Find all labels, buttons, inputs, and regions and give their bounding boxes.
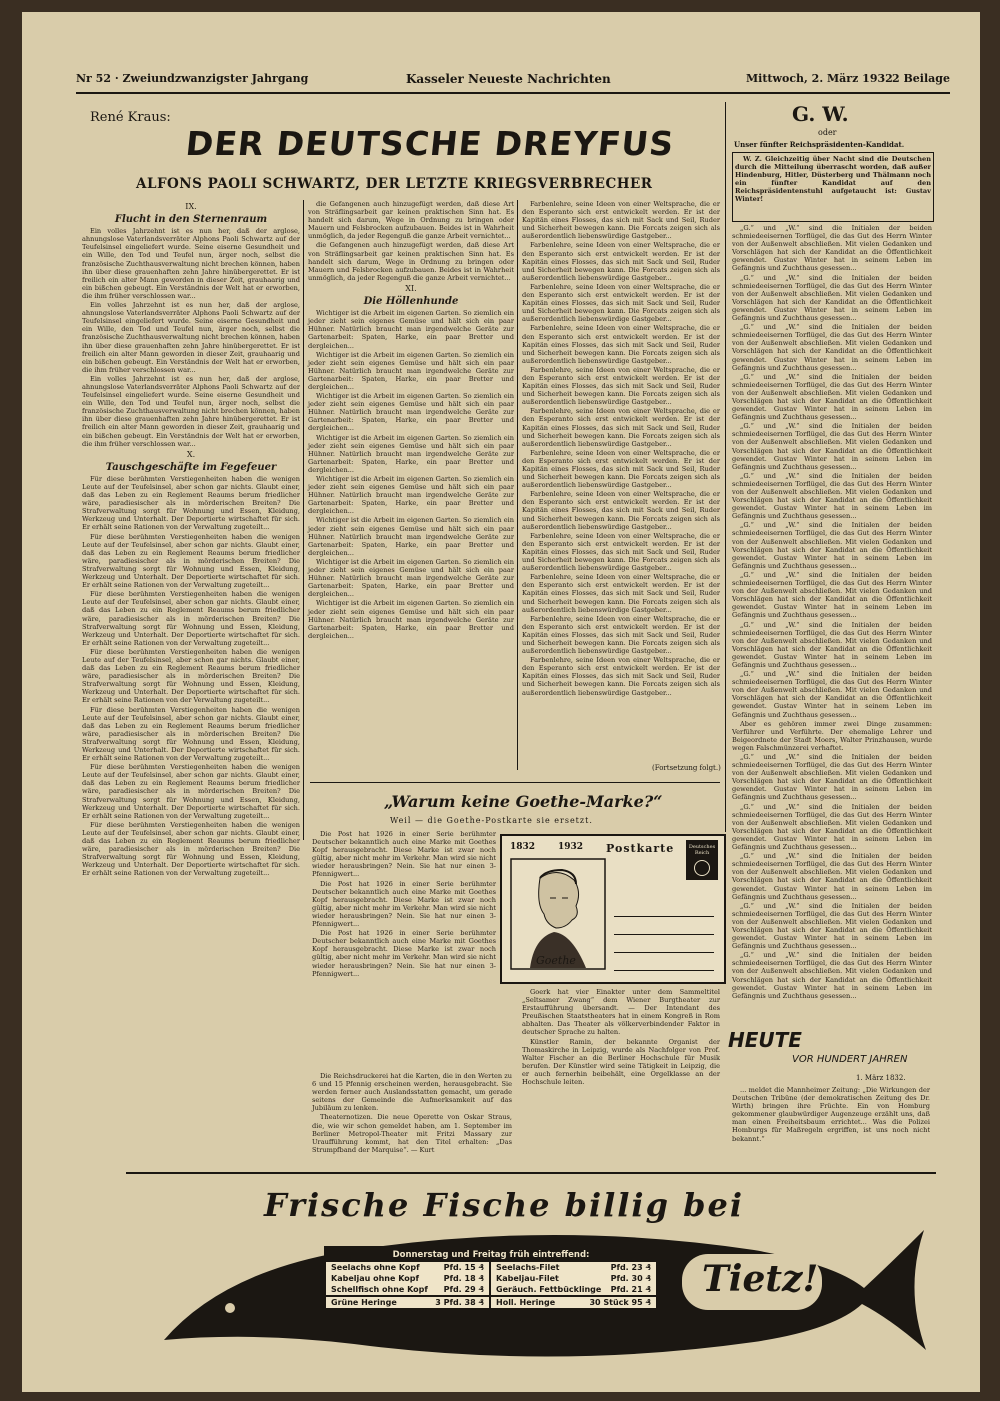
postcard-signature: Goethe bbox=[536, 954, 576, 967]
section-text-repeat: Ein volles Jahrzehnt ist es nun her, daß der arglose, ahnungslose Vaterlandsverräter Alphons Paoli Schwartz auf der Teufelsinsel eingeliefert wurde. Seine eiserne Gesundheit und ein Wille, den Tod und Teufel nun, ärger noch, selbst die französische Zuchthausverwaltung nicht brechen können, haben ihn über diese grauenhaften zehn Jahre hinübergerettet. Er ist freilich ein alter Mann geworden in dieser Zeit, grauhaarig und ein bißchen gebeugt. Ein Verständnis der Welt hat er erworben, die ihm früher verschlossen war... bbox=[82, 374, 300, 448]
ad-price-box bbox=[324, 1246, 658, 1310]
ad-price-column-left bbox=[326, 1262, 491, 1295]
goethe-mid-body: Die Reichsdruckerei hat die Karten, die in den Werten zu 6 und 15 Pfennig erscheinen werden, herausgebracht. Sie werden ferner auch Auslandsstatten gemacht, um gerade seitens der Gemeinde die Aufmerksamkeit auf das Jubiläum zu lenken. bbox=[312, 1072, 512, 1113]
fish-advertisement bbox=[134, 1180, 934, 1370]
ad-item-name: Schellfisch ohne Kopf bbox=[331, 1285, 428, 1294]
ad-price-row bbox=[326, 1284, 489, 1295]
ad-item-name: Kabeljau ohne Kopf bbox=[331, 1274, 419, 1283]
column-text-repeat: Farbenlehre, seine Ideen von einer Weltsprache, die er den Esperanto sich erst entwickelt werden. Er ist der Kapitän eines Flosses, das sich mit Sack und Seil, Ruder und Sicherheit bewegen kann. Die Forcats zeigen sich als außerordentlich liebenswürdige Gastgeber... bbox=[522, 614, 720, 656]
article-title: DER DEUTSCHE DREYFUS bbox=[183, 124, 677, 163]
sidebar-text: „G.“ und „W.“ sind die Initialen der beiden schmiedeeisernen Torflügel, die das Gut des Herrn Winter von der Außenwelt abschließen. Mit vielen Gedanken und Vorschlägen hat sich der Kandidat an die Öffentlichkeit gewendet. Gustav Winter hat in seinem Leben im Gefängnis und Zuchthaus gesessen... bbox=[732, 224, 932, 273]
sidebar-intro-text: W. Z. Gleichzeitig über Nacht sind die Deutschen durch die Mitteilung überrascht worden, daß außer Hindenburg, Hitler, Düsterberg und Thälmann noch ein fünfter Kandidat auf den Reichspräsidentenstuhl aufgetaucht ist: Gustav Winter! bbox=[735, 155, 931, 204]
header-issue: Nr 52 · Zweiundzwanzigster Jahrgang bbox=[76, 72, 309, 85]
section-text-repeat: Für diese berühmten Verstiegenheiten haben die wenigen Leute auf der Teufelsinsel, aber schon gar nichts. Glaubt einer, daß das Leben zu ein Reglement Reaums berum friedlicher wäre, paradiesischer als in mörderischen Breiten? Die Strafverwaltung sorgt für Wohnung und Essen, Kleidung, Werkzeug und Unterhalt. Der Deportierte wirtschaftet für sich. Er erhält seine Rationen von der Verwaltung zugeteilt... bbox=[82, 590, 300, 647]
section-number: IX. bbox=[185, 202, 197, 211]
section-text-repeat: Wichtiger ist die Arbeit im eigenen Garten. So ziemlich ein jeder zieht sein eigenes Gemüse und hält sich ein paar Hühner. Natürlich braucht man irgendwelche Geräte zur Gartenarbeit: Spaten, Harke, ein paar Bretter und dergleichen... bbox=[308, 599, 514, 640]
section-text-repeat: Wichtiger ist die Arbeit im eigenen Garten. So ziemlich ein jeder zieht sein eigenes Gemüse und hält sich ein paar Hühner. Natürlich braucht man irgendwelche Geräte zur Gartenarbeit: Spaten, Harke, ein paar Bretter und dergleichen... bbox=[308, 516, 514, 557]
section-text: Ein volles Jahrzehnt ist es nun her, daß der arglose, ahnungslose Vaterlandsverräter Alphons Paoli Schwartz auf der Teufelsinsel eingeliefert wurde. Seine eiserne Gesundheit und ein Wille, den Tod und Teufel nun, ärger noch, selbst die französische Zuchthausverwaltung nicht brechen können, haben ihn über diese grauenhaften zehn Jahre hinübergerettet. Er ist freilich ein alter Mann geworden in dieser Zeit, grauhaarig und ein bißchen gebeugt. Ein Verständnis der Welt hat er erworben, die ihm früher verschlossen war... bbox=[82, 227, 300, 300]
heute-date: 1. März 1832. bbox=[856, 1074, 906, 1082]
column-text-repeat: Farbenlehre, seine Ideen von einer Weltsprache, die er den Esperanto sich erst entwickelt werden. Er ist der Kapitän eines Flosses, das sich mit Sack und Seil, Ruder und Sicherheit bewegen kann. Die Forcats zeigen sich als außerordentlich liebenswürdige Gastgeber... bbox=[522, 531, 720, 573]
postcard-address-line bbox=[614, 934, 714, 935]
ad-price-row bbox=[326, 1297, 491, 1308]
goethe-text-right bbox=[522, 988, 720, 1178]
ad-item-name: Kabeljau-Filet bbox=[496, 1274, 559, 1283]
ad-item-price: Pfd. 15 ₰ bbox=[443, 1263, 484, 1272]
heute-title: HEUTE bbox=[728, 1028, 802, 1052]
article-column-1 bbox=[82, 200, 300, 878]
goethe-right-body: Goerk hat vier Einakter unter dem Sammeltitel „Seltsamer Zwang“ dem Wiener Burgtheater zur Erstaufführung übersandt. — Der Intendant des Preußischen Staatstheaters hat in einem Kongreß in Rom abhalten. Das Theater als völkerverbindender Faktor in deutscher Sprache zu halten. bbox=[522, 988, 720, 1037]
ad-bottom-row bbox=[326, 1295, 656, 1308]
section-number: X. bbox=[186, 449, 196, 459]
kuenstler-note: Künstler Ramin, der bekannte Organist der Thomaskirche in Leipzig, wurde als Nachfolger von Prof. Walter Fischer an die Berliner Hochschule für Musik berufen. Der Künstler wird seine Tätigkeit in Leipzig, die er auch fernerhin beibehält, eine Orgelklasse an der Hochschule leiten. bbox=[522, 1037, 720, 1087]
column-rule bbox=[517, 200, 518, 770]
ad-item-name: Seelachs ohne Kopf bbox=[331, 1263, 420, 1272]
goethe-text-left bbox=[312, 830, 496, 1070]
section-text-repeat: Wichtiger ist die Arbeit im eigenen Garten. So ziemlich ein jeder zieht sein eigenes Gemüse und hält sich ein paar Hühner. Natürlich braucht man irgendwelche Geräte zur Gartenarbeit: Spaten, Harke, ein paar Bretter und dergleichen... bbox=[308, 392, 514, 433]
column-text-repeat: Farbenlehre, seine Ideen von einer Weltsprache, die er den Esperanto sich erst entwickelt werden. Er ist der Kapitän eines Flosses, das sich mit Sack und Seil, Ruder und Sicherheit bewegen kann. Die Forcats zeigen sich als außerordentlich liebenswürdige Gastgeber... bbox=[522, 490, 720, 531]
section-text-repeat: Für diese berühmten Verstiegenheiten haben die wenigen Leute auf der Teufelsinsel, aber schon gar nichts. Glaubt einer, daß das Leben zu ein Reglement Reaums berum friedlicher wäre, paradiesischer als in mörderischen Breiten? Die Strafverwaltung sorgt für Wohnung und Essen, Kleidung, Werkzeug und Unterhalt. Der Deportierte wirtschaftet für sich. Er erhält seine Rationen von der Verwaltung zugeteilt... bbox=[82, 705, 300, 763]
ad-price-row bbox=[491, 1273, 656, 1284]
section-text-repeat: Für diese berühmten Verstiegenheiten haben die wenigen Leute auf der Teufelsinsel, aber schon gar nichts. Glaubt einer, daß das Leben zu ein Reglement Reaums berum friedlicher wäre, paradiesischer als in mörderischen Breiten? Die Strafverwaltung sorgt für Wohnung und Essen, Kleidung, Werkzeug und Unterhalt. Der Deportierte wirtschaftet für sich. Er erhält seine Rationen von der Verwaltung zugeteilt... bbox=[82, 763, 300, 820]
section-number: XI. bbox=[405, 283, 417, 293]
sidebar-text-repeat: „G.“ und „W.“ sind die Initialen der beiden schmiedeeisernen Torflügel, die das Gut des Herrn Winter von der Außenwelt abschließen. Mit vielen Gedanken und Vorschlägen hat sich der Kandidat an die Öffentlichkeit gewendet. Gustav Winter hat in seinem Leben im Gefängnis und Zuchthaus gesessen... bbox=[732, 802, 932, 852]
sidebar-text-repeat: „G.“ und „W.“ sind die Initialen der beiden schmiedeeisernen Torflügel, die das Gut des Herrn Winter von der Außenwelt abschließen. Mit vielen Gedanken und Vorschlägen hat sich der Kandidat an die Öffentlichkeit gewendet. Gustav Winter hat in seinem Leben im Gefängnis und Zuchthaus gesessen... bbox=[732, 372, 932, 422]
section-text-repeat: Für diese berühmten Verstiegenheiten haben die wenigen Leute auf der Teufelsinsel, aber schon gar nichts. Glaubt einer, daß das Leben zu ein Reglement Reaums berum friedlicher wäre, paradiesischer als in mörderischen Breiten? Die Strafverwaltung sorgt für Wohnung und Essen, Kleidung, Werkzeug und Unterhalt. Der Deportierte wirtschaftet für sich. Er erhält seine Rationen von der Verwaltung zugeteilt... bbox=[82, 647, 300, 705]
section-text-repeat: Für diese berühmten Verstiegenheiten haben die wenigen Leute auf der Teufelsinsel, aber schon gar nichts. Glaubt einer, daß das Leben zu ein Reglement Reaums berum friedlicher wäre, paradiesischer als in mörderischen Breiten? Die Strafverwaltung sorgt für Wohnung und Essen, Kleidung, Werkzeug und Unterhalt. Der Deportierte wirtschaftet für sich. Er erhält seine Rationen von der Verwaltung zugeteilt... bbox=[82, 532, 300, 590]
ad-box-title: Donnerstag und Freitag früh eintreffend: bbox=[326, 1248, 656, 1262]
postcard-stamp bbox=[686, 840, 718, 880]
article-author: René Kraus: bbox=[90, 110, 171, 125]
ad-item-price: 30 Stück 95 ₰ bbox=[589, 1298, 651, 1307]
column-rule bbox=[725, 102, 726, 832]
ad-item-price: 3 Pfd. 38 ₰ bbox=[435, 1298, 484, 1307]
heute-text bbox=[732, 1086, 930, 1160]
ad-price-row bbox=[326, 1262, 489, 1273]
article-column-3 bbox=[522, 200, 720, 770]
column-text-repeat: Farbenlehre, seine Ideen von einer Weltsprache, die er den Esperanto sich erst entwickelt werden. Er ist der Kapitän eines Flosses, das sich mit Sack und Seil, Ruder und Sicherheit bewegen kann. Die Forcats zeigen sich als außerordentlich liebenswürdige Gastgeber... bbox=[522, 656, 720, 697]
theater-notes: Theaternotizen. Die neue Operette von Oskar Straus, die, wie wir schon gemeldet haben, am 1. September im Berliner Metropol-Theater mit Fritzi Massary zur Uraufführung kommt, hat den Titel erhalten: „Das Strumpfband der Marquise“. — Kurt bbox=[312, 1113, 512, 1154]
postcard-address-line bbox=[614, 916, 714, 917]
header-date: Mittwoch, 2. März 1932 bbox=[746, 72, 893, 85]
column-text-repeat: Farbenlehre, seine Ideen von einer Weltsprache, die er den Esperanto sich erst entwickelt werden. Er ist der Kapitän eines Flosses, das sich mit Sack und Seil, Ruder und Sicherheit bewegen kann. Die Forcats zeigen sich als außerordentlich liebenswürdige Gastgeber... bbox=[522, 324, 720, 365]
sidebar-text-2: Aber es gehören immer zwei Dinge zusammen: Verführer und Verführte. Der ehemalige Lehrer und Beigeordnete der Stadt Moers, Walter Prinzhausen, wurde wegen Falschmünzerei verhaftet. bbox=[732, 719, 932, 752]
ad-rule bbox=[126, 1172, 936, 1174]
sidebar-text-repeat: „G.“ und „W.“ sind die Initialen der beiden schmiedeeisernen Torflügel, die das Gut des Herrn Winter von der Außenwelt abschließen. Mit vielen Gedanken und Vorschlägen hat sich der Kandidat an die Öffentlichkeit gewendet. Gustav Winter hat in seinem Leben im Gefängnis und Zuchthaus gesessen... bbox=[732, 620, 932, 669]
sidebar-body bbox=[732, 224, 932, 1000]
column-text-repeat: Farbenlehre, seine Ideen von einer Weltsprache, die er den Esperanto sich erst entwickelt werden. Er ist der Kapitän eines Flosses, das sich mit Sack und Seil, Ruder und Sicherheit bewegen kann. Die Forcats zeigen sich als außerordentlich liebenswürdige Gastgeber... bbox=[522, 365, 720, 407]
ad-item-price: Pfd. 21 ₰ bbox=[610, 1285, 651, 1294]
column-text-repeat: Farbenlehre, seine Ideen von einer Weltsprache, die er den Esperanto sich erst entwickelt werden. Er ist der Kapitän eines Flosses, das sich mit Sack und Seil, Ruder und Sicherheit bewegen kann. Die Forcats zeigen sich als außerordentlich liebenswürdige Gastgeber... bbox=[522, 241, 720, 282]
ad-item-price: Pfd. 29 ₰ bbox=[443, 1285, 484, 1294]
goethe-body-repeat: Die Post hat 1926 in einer Serie berühmter Deutscher bekanntlich auch eine Marke mit Goethes Kopf herausgebracht. Diese Marke ist zwar noch gültig, aber nicht mehr im Verkehr. Man wird sie nicht wieder herausbringen? Nein. Sie hat nur einen 3-Pfennigwert... bbox=[312, 929, 496, 978]
heute-body: ... meldet die Mannheimer Zeitung: „Die Wirkungen der Deutschen Tribüne (der demokratischen Zeitung des Dr. Wirth) bringen ihre Früchte. Ein von Homburg gekommener glaubwürdiger Augenzeuge erzählt uns, daß man einen Freiheitsbaum errichtet... Was die Polizei Homburgs für Maßregeln ergriffen, ist uns noch nicht bekannt.“ bbox=[732, 1086, 930, 1143]
section-title: Tauschgeschäfte im Fegefeuer bbox=[105, 461, 277, 473]
section-text: Wichtiger ist die Arbeit im eigenen Garten. So ziemlich ein jeder zieht sein eigenes Gemüse und hält sich ein paar Hühner. Natürlich braucht man irgendwelche Geräte zur Gartenarbeit: Spaten, Harke, ein paar Bretter und dergleichen... bbox=[308, 309, 514, 350]
ad-item-name: Grüne Heringe bbox=[331, 1298, 397, 1307]
goethe-postcard bbox=[500, 834, 726, 984]
column-text-repeat: Farbenlehre, seine Ideen von einer Weltsprache, die er den Esperanto sich erst entwickelt werden. Er ist der Kapitän eines Flosses, das sich mit Sack und Seil, Ruder und Sicherheit bewegen kann. Die Forcats zeigen sich als außerordentlich liebenswürdige Gastgeber... bbox=[522, 407, 720, 448]
column-text-repeat: die Gefangenen auch hinzugefügt werden, daß diese Art von Sträflingsarbeit gar keinen praktischen Sinn hat. Es handelt sich darum, Wege in Ordnung zu bringen oder Mauern und Felsbrocken aufzubauen. Beides ist in Wahrheit unmöglich, da jeder Regenguß die ganze Arbeit vernichtet... bbox=[308, 241, 514, 282]
sidebar-intro bbox=[732, 152, 934, 222]
article-subtitle: ALFONS PAOLI SCHWARTZ, DER LETZTE KRIEGSVERBRECHER bbox=[136, 176, 653, 192]
header-masthead: Kasseler Neueste Nachrichten bbox=[406, 72, 611, 86]
sidebar-text-repeat: „G.“ und „W.“ sind die Initialen der beiden schmiedeeisernen Torflügel, die das Gut des Herrn Winter von der Außenwelt abschließen. Mit vielen Gedanken und Vorschlägen hat sich der Kandidat an die Öffentlichkeit gewendet. Gustav Winter hat in seinem Leben im Gefängnis und Zuchthaus gesessen... bbox=[732, 521, 932, 570]
goethe-body-repeat: Die Post hat 1926 in einer Serie berühmter Deutscher bekanntlich auch eine Marke mit Goethes Kopf herausgebracht. Diese Marke ist zwar noch gültig, aber nicht mehr im Verkehr. Man wird sie nicht wieder herausbringen? Nein. Sie hat nur einen 3-Pfennigwert... bbox=[312, 879, 496, 929]
sidebar-text-repeat: „G.“ und „W.“ sind die Initialen der beiden schmiedeeisernen Torflügel, die das Gut des Herrn Winter von der Außenwelt abschließen. Mit vielen Gedanken und Vorschlägen hat sich der Kandidat an die Öffentlichkeit gewendet. Gustav Winter hat in seinem Leben im Gefängnis und Zuchthaus gesessen... bbox=[732, 422, 932, 471]
sidebar-text-repeat: „G.“ und „W.“ sind die Initialen der beiden schmiedeeisernen Torflügel, die das Gut des Herrn Winter von der Außenwelt abschließen. Mit vielen Gedanken und Vorschlägen hat sich der Kandidat an die Öffentlichkeit gewendet. Gustav Winter hat in seinem Leben im Gefängnis und Zuchthaus gesessen... bbox=[732, 670, 932, 719]
postcard-address-line bbox=[614, 970, 714, 971]
column-text: die Gefangenen auch hinzugefügt werden, daß diese Art von Sträflingsarbeit gar keinen praktischen Sinn hat. Es handelt sich darum, Wege in Ordnung zu bringen oder Mauern und Felsbrocken aufzubauen. Beides ist in Wahrheit unmöglich, da jeder Regenguß die ganze Arbeit vernichtet... bbox=[308, 200, 514, 241]
sidebar-text-repeat: „G.“ und „W.“ sind die Initialen der beiden schmiedeeisernen Torflügel, die das Gut des Herrn Winter von der Außenwelt abschließen. Mit vielen Gedanken und Vorschlägen hat sich der Kandidat an die Öffentlichkeit gewendet. Gustav Winter hat in seinem Leben im Gefängnis und Zuchthaus gesessen... bbox=[732, 951, 932, 1000]
goethe-title: „Warum keine Goethe-Marke?“ bbox=[384, 792, 663, 811]
ad-item-price: Pfd. 18 ₰ bbox=[443, 1274, 484, 1283]
column-text: Farbenlehre, seine Ideen von einer Weltsprache, die er den Esperanto sich erst entwickelt werden. Er ist der Kapitän eines Flosses, das sich mit Sack und Seil, Ruder und Sicherheit bewegen kann. Die Forcats zeigen sich als außerordentlich liebenswürdige Gastgeber... bbox=[522, 200, 720, 241]
ad-price-grid bbox=[326, 1262, 656, 1295]
ad-price-row bbox=[491, 1262, 656, 1273]
postcard-label: Postkarte bbox=[606, 842, 675, 855]
sidebar-oder: oder bbox=[818, 128, 837, 137]
section-text-repeat: Wichtiger ist die Arbeit im eigenen Garten. So ziemlich ein jeder zieht sein eigenes Gemüse und hält sich ein paar Hühner. Natürlich braucht man irgendwelche Geräte zur Gartenarbeit: Spaten, Harke, ein paar Bretter und dergleichen... bbox=[308, 475, 514, 516]
goethe-body: Die Post hat 1926 in einer Serie berühmter Deutscher bekanntlich auch eine Marke mit Goethes Kopf herausgebracht. Diese Marke ist zwar noch gültig, aber nicht mehr im Verkehr. Man wird sie nicht wieder herausbringen? Nein. Sie hat nur einen 3-Pfennigwert... bbox=[312, 830, 496, 879]
heute-subtitle: VOR HUNDERT JAHREN bbox=[792, 1054, 908, 1065]
stamp-label: Deutsches Reich bbox=[688, 844, 716, 856]
ad-brand: Tietz! bbox=[702, 1258, 819, 1300]
ad-item-name: Seelachs-Filet bbox=[496, 1263, 560, 1272]
column-text-repeat: Farbenlehre, seine Ideen von einer Weltsprache, die er den Esperanto sich erst entwickelt werden. Er ist der Kapitän eines Flosses, das sich mit Sack und Seil, Ruder und Sicherheit bewegen kann. Die Forcats zeigen sich als außerordentlich liebenswürdige Gastgeber... bbox=[522, 282, 720, 324]
sidebar-text-repeat: „G.“ und „W.“ sind die Initialen der beiden schmiedeeisernen Torflügel, die das Gut des Herrn Winter von der Außenwelt abschließen. Mit vielen Gedanken und Vorschlägen hat sich der Kandidat an die Öffentlichkeit gewendet. Gustav Winter hat in seinem Leben im Gefängnis und Zuchthaus gesessen... bbox=[732, 570, 932, 620]
postcard-year-right: 1932 bbox=[558, 842, 584, 852]
sidebar-text-repeat: „G.“ und „W.“ sind die Initialen der beiden schmiedeeisernen Torflügel, die das Gut des Herrn Winter von der Außenwelt abschließen. Mit vielen Gedanken und Vorschlägen hat sich der Kandidat an die Öffentlichkeit gewendet. Gustav Winter hat in seinem Leben im Gefängnis und Zuchthaus gesessen... bbox=[732, 323, 932, 372]
section-text-repeat: Wichtiger ist die Arbeit im eigenen Garten. So ziemlich ein jeder zieht sein eigenes Gemüse und hält sich ein paar Hühner. Natürlich braucht man irgendwelche Geräte zur Gartenarbeit: Spaten, Harke, ein paar Bretter und dergleichen... bbox=[308, 433, 514, 474]
section-title: Flucht in den Sternenraum bbox=[114, 214, 268, 226]
ad-item-price: Pfd. 30 ₰ bbox=[610, 1274, 651, 1283]
ad-price-column-right bbox=[491, 1262, 656, 1295]
ad-price-row bbox=[491, 1297, 656, 1308]
header-beilage: 2 Beilage bbox=[892, 72, 950, 85]
page-header bbox=[76, 70, 950, 94]
section-text: Für diese berühmten Verstiegenheiten haben die wenigen Leute auf der Teufelsinsel, aber schon gar nichts. Glaubt einer, daß das Leben zu ein Reglement Reaums berum friedlicher wäre, paradiesischer als in mörderischen Breiten? Die Strafverwaltung sorgt für Wohnung und Essen, Kleidung, Werkzeug und Unterhalt. Der Deportierte wirtschaftet für sich. Er erhält seine Rationen von der Verwaltung zugeteilt... bbox=[82, 474, 300, 532]
postcard-address-line bbox=[614, 952, 714, 953]
postcard-year-left: 1832 bbox=[510, 842, 536, 852]
sidebar-text-repeat: „G.“ und „W.“ sind die Initialen der beiden schmiedeeisernen Torflügel, die das Gut des Herrn Winter von der Außenwelt abschließen. Mit vielen Gedanken und Vorschlägen hat sich der Kandidat an die Öffentlichkeit gewendet. Gustav Winter hat in seinem Leben im Gefängnis und Zuchthaus gesessen... bbox=[732, 901, 932, 951]
section-text-repeat: Wichtiger ist die Arbeit im eigenen Garten. So ziemlich ein jeder zieht sein eigenes Gemüse und hält sich ein paar Hühner. Natürlich braucht man irgendwelche Geräte zur Gartenarbeit: Spaten, Harke, ein paar Bretter und dergleichen... bbox=[308, 350, 514, 391]
sidebar-kicker: Unser fünfter Reichspräsidenten-Kandidat. bbox=[734, 140, 905, 149]
ad-item-price: Pfd. 23 ₰ bbox=[610, 1263, 651, 1272]
goethe-text-mid bbox=[312, 1072, 512, 1182]
article-column-2 bbox=[308, 200, 514, 760]
section-title: Die Höllenhunde bbox=[363, 296, 459, 308]
ad-item-name: Geräuch. Fettbücklinge bbox=[496, 1285, 602, 1294]
ad-headline: Frische Fische billig bei bbox=[264, 1186, 744, 1224]
newspaper-page bbox=[22, 12, 980, 1392]
section-text-repeat: Ein volles Jahrzehnt ist es nun her, daß der arglose, ahnungslose Vaterlandsverräter Alphons Paoli Schwartz auf der Teufelsinsel eingeliefert wurde. Seine eiserne Gesundheit und ein Wille, den Tod und Teufel nun, ärger noch, selbst die französische Zuchthausverwaltung nicht brechen können, haben ihn über diese grauenhaften zehn Jahre hinübergerettet. Er ist freilich ein alter Mann geworden in dieser Zeit, grauhaarig und ein bißchen gebeugt. Ein Verständnis der Welt hat er erworben, die ihm früher verschlossen war... bbox=[82, 301, 300, 374]
sidebar-text-repeat: „G.“ und „W.“ sind die Initialen der beiden schmiedeeisernen Torflügel, die das Gut des Herrn Winter von der Außenwelt abschließen. Mit vielen Gedanken und Vorschlägen hat sich der Kandidat an die Öffentlichkeit gewendet. Gustav Winter hat in seinem Leben im Gefängnis und Zuchthaus gesessen... bbox=[732, 273, 932, 323]
section-rule bbox=[310, 782, 720, 783]
column-text-repeat: Farbenlehre, seine Ideen von einer Weltsprache, die er den Esperanto sich erst entwickelt werden. Er ist der Kapitän eines Flosses, das sich mit Sack und Seil, Ruder und Sicherheit bewegen kann. Die Forcats zeigen sich als außerordentlich liebenswürdige Gastgeber... bbox=[522, 573, 720, 614]
ad-item-name: Holl. Heringe bbox=[496, 1298, 556, 1307]
continued-note: (Fortsetzung folgt.) bbox=[652, 764, 721, 772]
column-text-repeat: Farbenlehre, seine Ideen von einer Weltsprache, die er den Esperanto sich erst entwickelt werden. Er ist der Kapitän eines Flosses, das sich mit Sack und Seil, Ruder und Sicherheit bewegen kann. Die Forcats zeigen sich als außerordentlich liebenswürdige Gastgeber... bbox=[522, 448, 720, 490]
stamp-eagle-icon bbox=[694, 860, 710, 876]
sidebar-title: G. W. bbox=[792, 102, 849, 126]
section-text-repeat: Für diese berühmten Verstiegenheiten haben die wenigen Leute auf der Teufelsinsel, aber schon gar nichts. Glaubt einer, daß das Leben zu ein Reglement Reaums berum friedlicher wäre, paradiesischer als in mörderischen Breiten? Die Strafverwaltung sorgt für Wohnung und Essen, Kleidung, Werkzeug und Unterhalt. Der Deportierte wirtschaftet für sich. Er erhält seine Rationen von der Verwaltung zugeteilt... bbox=[82, 820, 300, 878]
ad-price-row bbox=[326, 1273, 489, 1284]
ad-price-row bbox=[491, 1284, 656, 1295]
sidebar-text-repeat: „G.“ und „W.“ sind die Initialen der beiden schmiedeeisernen Torflügel, die das Gut des Herrn Winter von der Außenwelt abschließen. Mit vielen Gedanken und Vorschlägen hat sich der Kandidat an die Öffentlichkeit gewendet. Gustav Winter hat in seinem Leben im Gefängnis und Zuchthaus gesessen... bbox=[732, 753, 932, 802]
goethe-subtitle: Weil — die Goethe-Postkarte sie ersetzt. bbox=[390, 816, 593, 825]
sidebar-text-repeat: „G.“ und „W.“ sind die Initialen der beiden schmiedeeisernen Torflügel, die das Gut des Herrn Winter von der Außenwelt abschließen. Mit vielen Gedanken und Vorschlägen hat sich der Kandidat an die Öffentlichkeit gewendet. Gustav Winter hat in seinem Leben im Gefängnis und Zuchthaus gesessen... bbox=[732, 852, 932, 901]
sidebar-text-repeat: „G.“ und „W.“ sind die Initialen der beiden schmiedeeisernen Torflügel, die das Gut des Herrn Winter von der Außenwelt abschließen. Mit vielen Gedanken und Vorschlägen hat sich der Kandidat an die Öffentlichkeit gewendet. Gustav Winter hat in seinem Leben im Gefängnis und Zuchthaus gesessen... bbox=[732, 471, 932, 521]
section-text-repeat: Wichtiger ist die Arbeit im eigenen Garten. So ziemlich ein jeder zieht sein eigenes Gemüse und hält sich ein paar Hühner. Natürlich braucht man irgendwelche Geräte zur Gartenarbeit: Spaten, Harke, ein paar Bretter und dergleichen... bbox=[308, 557, 514, 599]
column-rule bbox=[303, 200, 304, 840]
